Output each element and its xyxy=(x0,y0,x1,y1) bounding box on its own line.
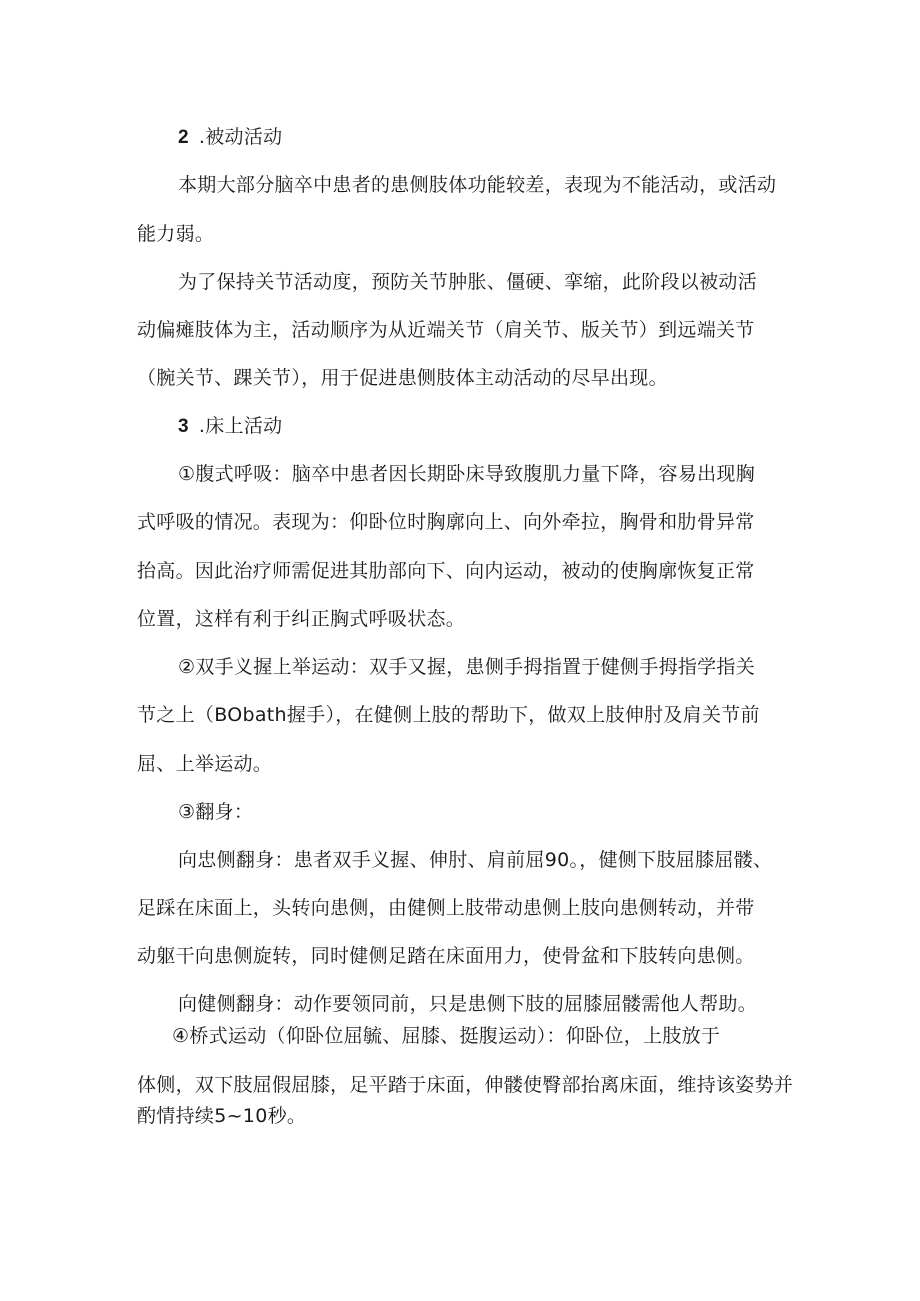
paragraph-line: ④桥式运动（仰卧位屈毓、屈膝、挺腹运动）：仰卧位，上肢放于 xyxy=(172,1025,721,1047)
section-title: .被动活动 xyxy=(198,126,283,148)
section-title: .床上活动 xyxy=(198,415,283,437)
paragraph-line: 本期大部分脑卒中患者的患侧肢体功能较差，表现为不能活动，或活动 xyxy=(178,174,777,196)
section-number: 2 xyxy=(178,127,189,148)
section-heading-bed-activity xyxy=(178,414,282,439)
paragraph-line: 能力弱。 xyxy=(137,223,215,245)
paragraph-line: 向健侧翻身：动作要领同前，只是患侧下肢的屈膝屈髅需他人帮助。 xyxy=(178,993,758,1015)
section-heading-passive xyxy=(178,125,282,150)
paragraph-line: 节之上（BObath握手），在健侧上肢的帮助下，做双上肢伸肘及肩关节前 xyxy=(137,704,760,726)
paragraph-line: 抬高。因此治疗师需促进其肋部向下、向内运动，被动的使胸廓恢复正常 xyxy=(137,560,755,582)
paragraph-line: ②双手义握上举运动：双手又握，患侧手拇指置于健侧手拇指学指关 xyxy=(178,656,756,678)
paragraph-line: 动躯干向患侧旋转，同时健侧足踏在床面用力，使骨盆和下肢转向患侧。 xyxy=(137,945,755,967)
paragraph-line: ③翻身： xyxy=(178,801,254,823)
paragraph-line: ①腹式呼吸：脑卒中患者因长期卧床导致腹肌力量下降，容易出现胸 xyxy=(178,463,756,485)
paragraph-line: 足踩在床面上，头转向患侧，由健侧上肢带动患侧上肢向患侧转动，并带 xyxy=(137,897,755,919)
paragraph-line: 酌情持续5~10秒。 xyxy=(137,1105,307,1127)
paragraph-line: （腕关节、踝关节），用于促进患侧肢体主动活动的尽早出现。 xyxy=(137,367,668,389)
paragraph-line: 为了保持关节活动度，预防关节肿胀、僵硬、挛缩，此阶段以被动活 xyxy=(178,271,758,293)
paragraph-line: 屈、上举运动。 xyxy=(137,753,273,775)
section-number: 3 xyxy=(178,416,189,437)
paragraph-line: 向忠侧翻身：患者双手义握、伸肘、肩前屈90。，健侧下肢屈膝屈髅、 xyxy=(178,849,773,871)
paragraph-line: 位置，这样有利于纠正胸式呼吸状态。 xyxy=(137,608,466,630)
paragraph-line: 式呼吸的情况。表现为：仰卧位时胸廓向上、向外牵拉，胸骨和肋骨异常 xyxy=(137,511,755,533)
paragraph-line: 体侧，双下肢屈假屈膝，足平踏于床面，伸髅使臀部抬离床面，维持该姿势并 xyxy=(137,1074,794,1096)
paragraph-line: 动偏瘫肢体为主，活动顺序为从近端关节（肩关节、版关节）到远端关节 xyxy=(137,319,755,341)
